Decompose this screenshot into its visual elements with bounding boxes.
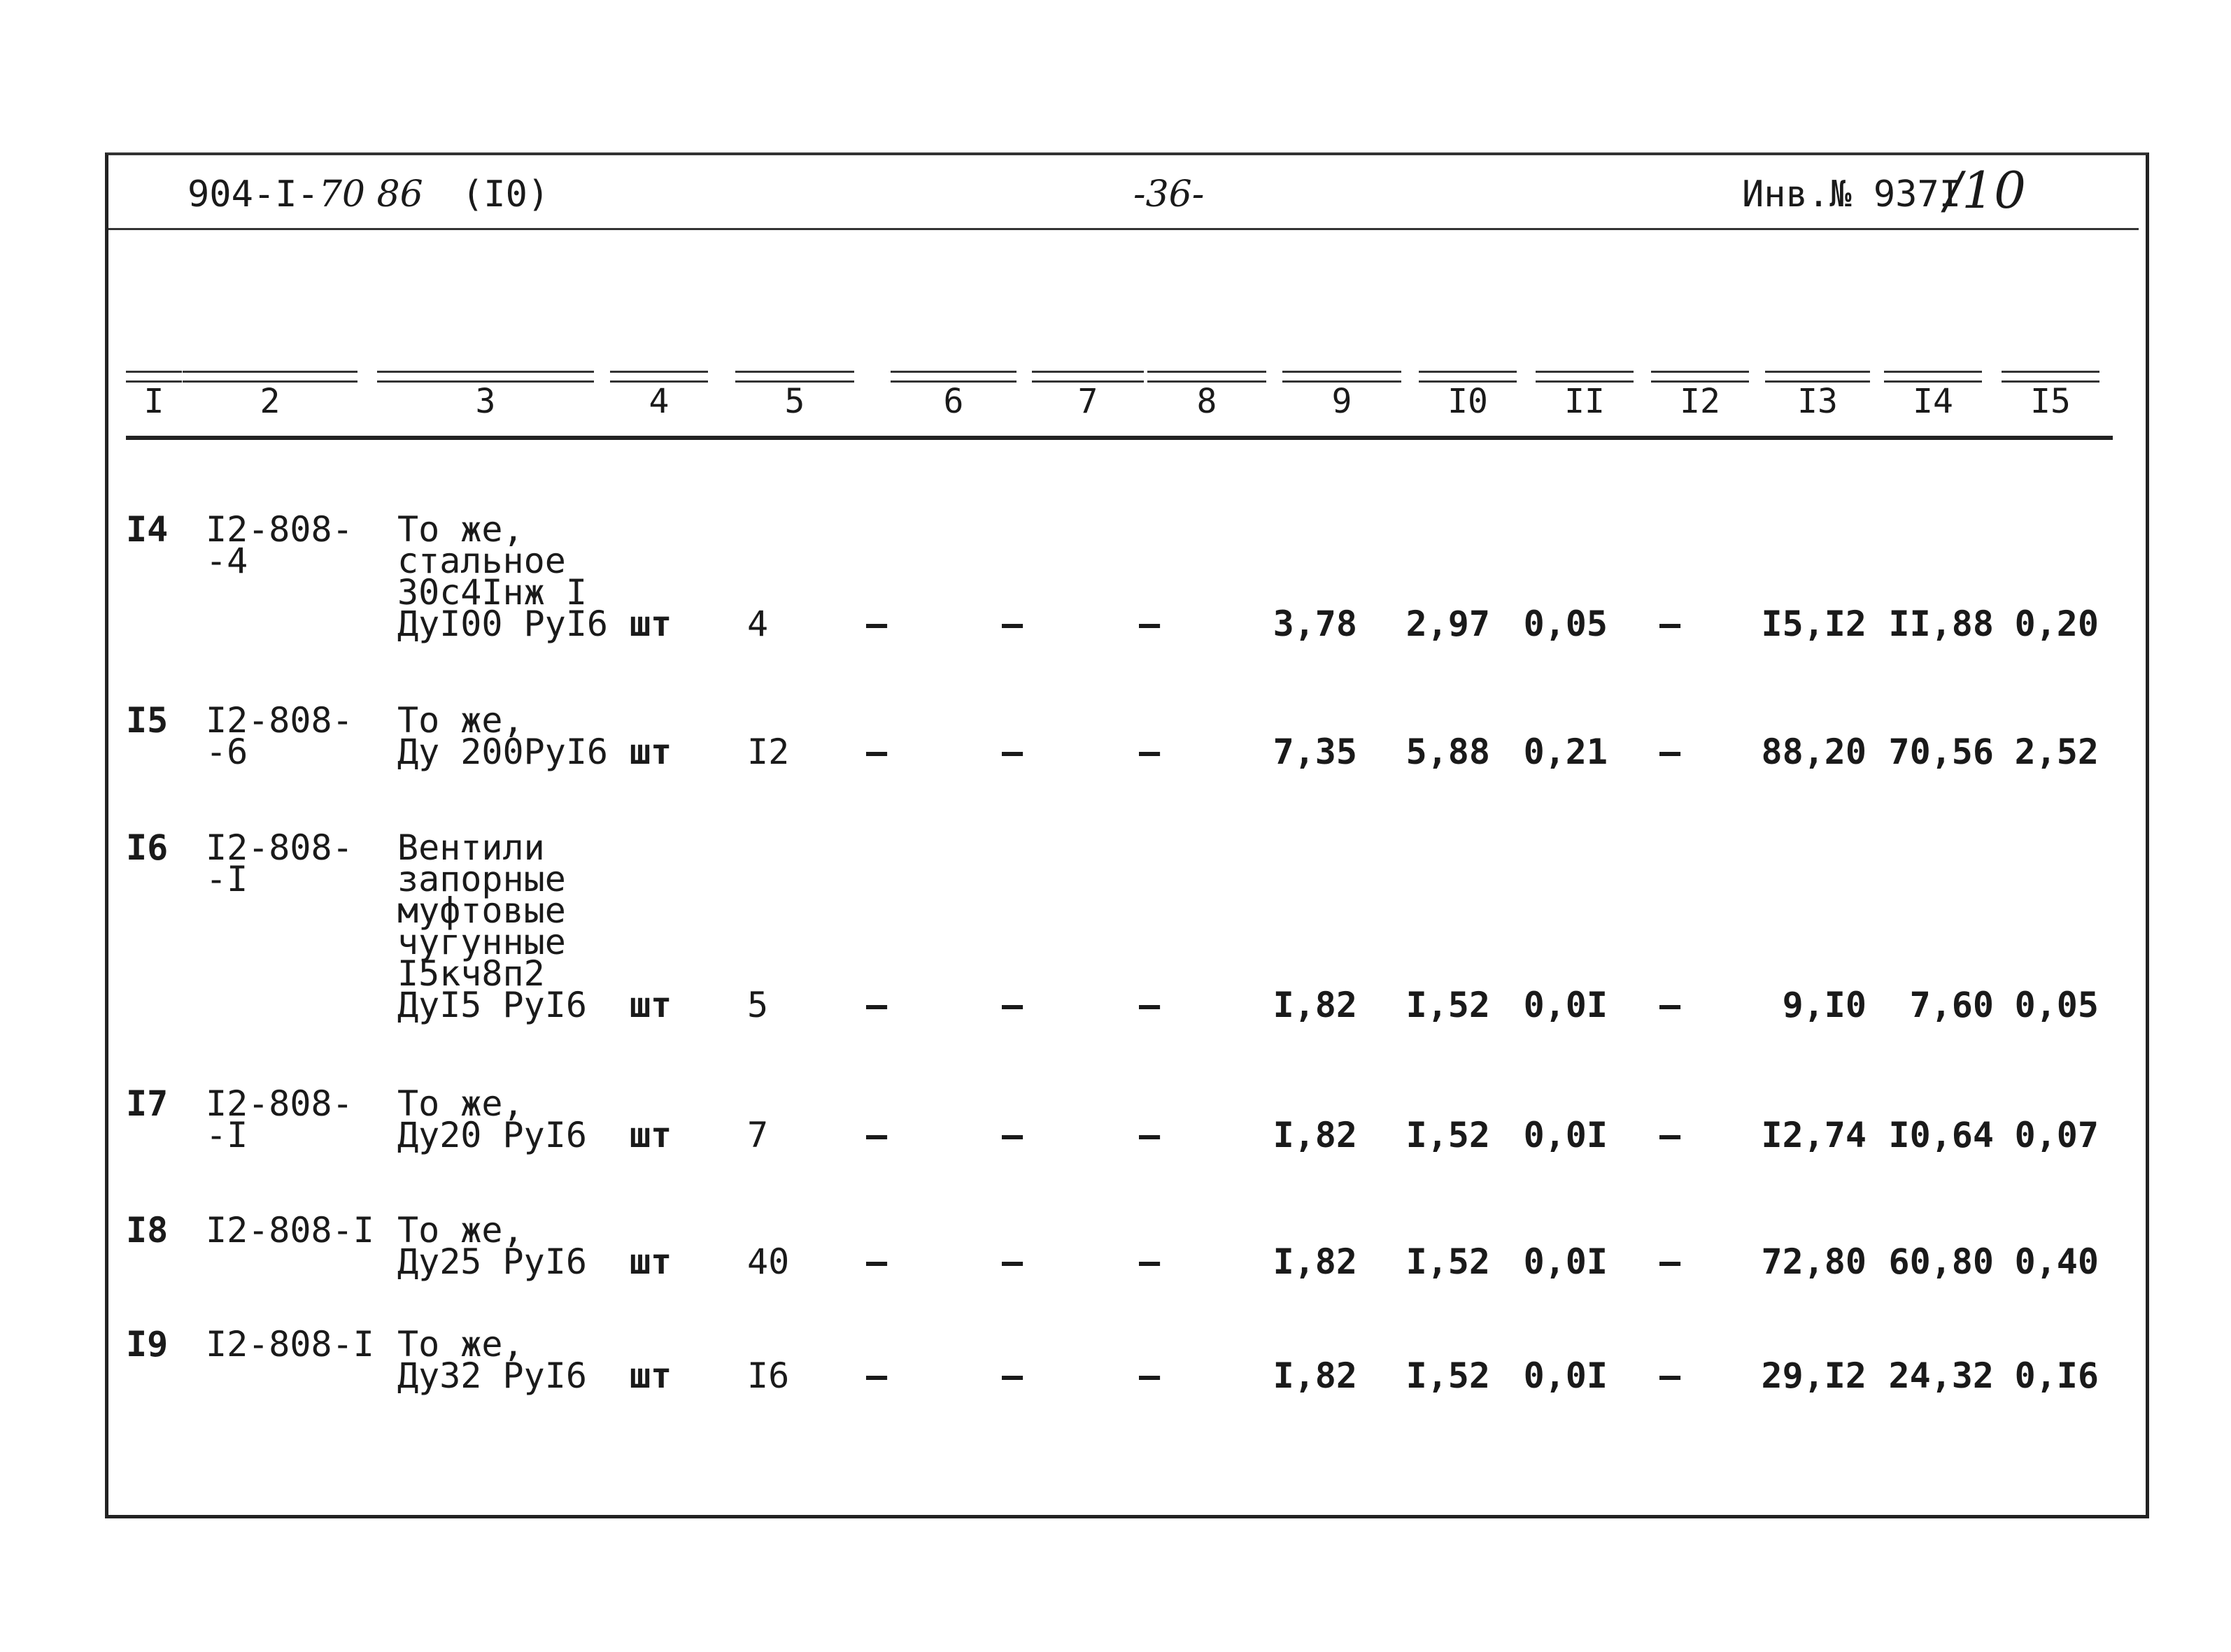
- sheet-ref: (I0): [462, 173, 550, 215]
- row-code: I2-808-I: [206, 1210, 374, 1251]
- row-value-c9: 3,78: [1273, 604, 1357, 644]
- row-dash: –: [1659, 1241, 1681, 1282]
- row-quantity: 7: [747, 1115, 769, 1155]
- column-rule: [610, 371, 708, 383]
- column-rule: [891, 371, 1017, 383]
- row-value-c10: 2,97: [1405, 604, 1490, 644]
- row-dash: –: [1659, 1115, 1681, 1155]
- row-position: I7: [126, 1083, 169, 1124]
- column-number: 9: [1331, 382, 1352, 421]
- row-name: Вентили запорные муфтовые чугунные I5кч8п2 ДуI5 РуI6: [397, 827, 587, 1025]
- row-value-c15: 0,I6: [2014, 1355, 2099, 1396]
- column-rule: [1282, 371, 1401, 383]
- inventory-handwritten: /10: [1945, 161, 2026, 220]
- row-name: То же, Ду 200РуI6: [397, 700, 609, 772]
- column-number: I0: [1447, 382, 1488, 421]
- row-value-c13: I2,74: [1761, 1115, 1867, 1155]
- column-number: 3: [475, 382, 496, 421]
- row-quantity: 40: [747, 1241, 790, 1282]
- column-number: 5: [784, 382, 805, 421]
- row-dash: –: [866, 604, 888, 644]
- row-value-c15: 0,20: [2014, 604, 2099, 644]
- column-rule: [1419, 371, 1517, 383]
- row-value-c13: 29,I2: [1761, 1355, 1867, 1396]
- row-value-c11: 0,05: [1523, 604, 1608, 644]
- header-divider: [108, 228, 2139, 230]
- column-rule: [1651, 371, 1749, 383]
- row-value-c13: 9,I0: [1782, 985, 1867, 1025]
- row-value-c13: 88,20: [1761, 732, 1867, 772]
- row-value-c11: 0,0I: [1523, 1241, 1608, 1282]
- column-number: 7: [1077, 382, 1098, 421]
- row-value-c14: 60,80: [1888, 1241, 1994, 1282]
- row-position: I8: [126, 1210, 169, 1251]
- column-number: 8: [1196, 382, 1217, 421]
- row-value-c11: 0,0I: [1523, 1355, 1608, 1396]
- row-value-c10: I,52: [1405, 985, 1490, 1025]
- doc-code: [187, 173, 423, 215]
- column-rule: [183, 371, 357, 383]
- row-quantity: 4: [747, 604, 769, 644]
- column-number: 6: [943, 382, 964, 421]
- column-number: II: [1564, 382, 1605, 421]
- row-code: I2-808- -6: [206, 700, 353, 772]
- row-dash: –: [1139, 604, 1161, 644]
- row-value-c11: 0,21: [1523, 732, 1608, 772]
- row-dash: –: [1139, 985, 1161, 1025]
- column-number: I3: [1797, 382, 1838, 421]
- row-value-c9: I,82: [1273, 1241, 1357, 1282]
- row-unit: шт: [630, 1115, 672, 1155]
- header-thick-rule: [126, 436, 2113, 440]
- row-dash: –: [866, 1355, 888, 1396]
- row-value-c10: 5,88: [1405, 732, 1490, 772]
- row-dash: –: [866, 1241, 888, 1282]
- row-value-c10: I,52: [1405, 1115, 1490, 1155]
- row-value-c11: 0,0I: [1523, 985, 1608, 1025]
- row-dash: –: [1659, 1355, 1681, 1396]
- row-value-c9: I,82: [1273, 1355, 1357, 1396]
- row-dash: –: [866, 732, 888, 772]
- row-value-c13: I5,I2: [1761, 604, 1867, 644]
- row-dash: –: [1002, 604, 1024, 644]
- row-quantity: I6: [747, 1355, 790, 1396]
- column-rule: [735, 371, 854, 383]
- row-value-c10: I,52: [1405, 1355, 1490, 1396]
- row-dash: –: [1139, 1115, 1161, 1155]
- column-rule: [2002, 371, 2099, 383]
- column-number: I2: [1680, 382, 1720, 421]
- row-position: I4: [126, 509, 169, 550]
- column-number: I4: [1913, 382, 1953, 421]
- row-dash: –: [1659, 732, 1681, 772]
- row-dash: –: [1002, 985, 1024, 1025]
- row-name: То же, Ду25 РуI6: [397, 1210, 587, 1282]
- row-dash: –: [1139, 732, 1161, 772]
- row-position: I5: [126, 700, 169, 741]
- row-dash: –: [1002, 1241, 1024, 1282]
- row-unit: шт: [630, 1355, 672, 1396]
- row-position: I6: [126, 827, 169, 868]
- row-code: I2-808- -I: [206, 827, 353, 899]
- row-position: I9: [126, 1324, 169, 1365]
- row-dash: –: [866, 1115, 888, 1155]
- row-value-c14: 70,56: [1888, 732, 1994, 772]
- row-code: I2-808-I: [206, 1324, 374, 1365]
- row-value-c9: 7,35: [1273, 732, 1357, 772]
- row-value-c14: II,88: [1888, 604, 1994, 644]
- row-name: То же, стальное 30с4Iнж I ДуI00 РуI6: [397, 509, 609, 644]
- row-value-c14: 24,32: [1888, 1355, 1994, 1396]
- column-rule: [1765, 371, 1870, 383]
- row-value-c15: 0,05: [2014, 985, 2099, 1025]
- column-number: I5: [2030, 382, 2071, 421]
- row-dash: –: [1139, 1355, 1161, 1396]
- row-dash: –: [1002, 1355, 1024, 1396]
- row-value-c15: 0,40: [2014, 1241, 2099, 1282]
- row-dash: –: [1002, 732, 1024, 772]
- row-unit: шт: [630, 985, 672, 1025]
- row-value-c15: 2,52: [2014, 732, 2099, 772]
- row-value-c9: I,82: [1273, 1115, 1357, 1155]
- column-rule: [1032, 371, 1144, 383]
- column-rule: [126, 371, 182, 383]
- column-number: I: [143, 382, 164, 421]
- column-rule: [377, 371, 594, 383]
- row-code: I2-808- -4: [206, 509, 353, 581]
- row-value-c11: 0,0I: [1523, 1115, 1608, 1155]
- row-dash: –: [1002, 1115, 1024, 1155]
- row-dash: –: [1659, 604, 1681, 644]
- doc-code-printed: 904-I-: [187, 173, 319, 215]
- row-code: I2-808- -I: [206, 1083, 353, 1155]
- column-rule: [1884, 371, 1982, 383]
- column-rule: [1536, 371, 1634, 383]
- row-value-c13: 72,80: [1761, 1241, 1867, 1282]
- row-quantity: 5: [747, 985, 769, 1025]
- row-value-c14: I0,64: [1888, 1115, 1994, 1155]
- row-value-c10: I,52: [1405, 1241, 1490, 1282]
- row-unit: шт: [630, 732, 672, 772]
- column-rule: [1147, 371, 1266, 383]
- row-unit: шт: [630, 1241, 672, 1282]
- doc-code-handwritten: 70 86: [318, 173, 423, 215]
- row-dash: –: [1659, 985, 1681, 1025]
- inventory-label: Инв.№ 937I: [1742, 173, 1962, 215]
- row-value-c9: I,82: [1273, 985, 1357, 1025]
- column-number: 2: [260, 382, 281, 421]
- row-value-c14: 7,60: [1909, 985, 1994, 1025]
- row-name: То же, Ду32 РуI6: [397, 1324, 587, 1396]
- row-name: То же, Ду20 РуI6: [397, 1083, 587, 1155]
- row-value-c15: 0,07: [2014, 1115, 2099, 1155]
- column-number: 4: [649, 382, 670, 421]
- row-dash: –: [1139, 1241, 1161, 1282]
- page-number: -36-: [1133, 173, 1205, 215]
- row-quantity: I2: [747, 732, 790, 772]
- row-dash: –: [866, 985, 888, 1025]
- row-unit: шт: [630, 604, 672, 644]
